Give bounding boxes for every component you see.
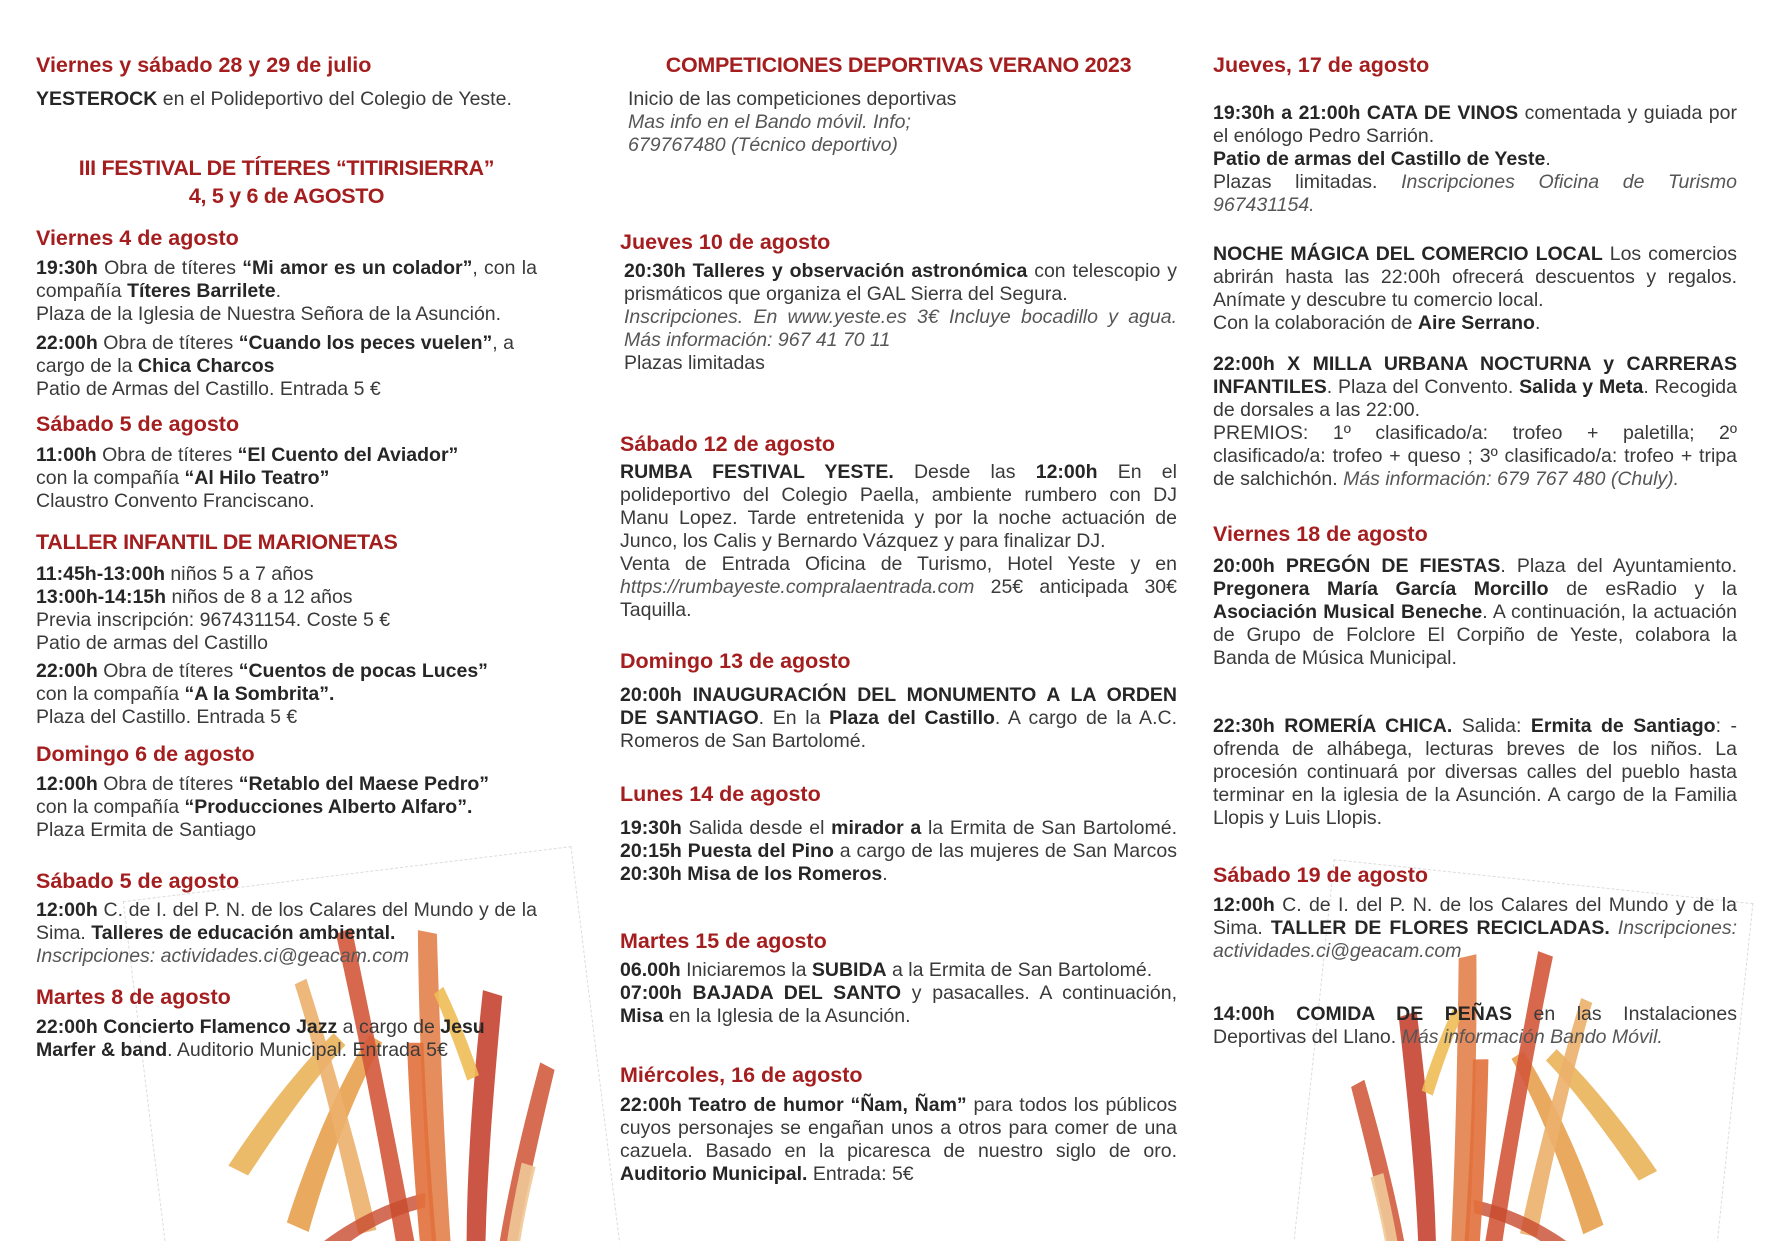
text-run: 14:00h COMIDA DE PEÑAS	[1213, 1003, 1512, 1025]
event-paragraph	[620, 88, 1177, 157]
text-run: 679767480 (Técnico deportivo)	[628, 134, 898, 156]
text-run: .	[1545, 148, 1551, 170]
column-center	[620, 52, 1177, 1186]
section-title-taller-marionetas	[36, 529, 537, 555]
text-run: y pasacalles. A continuación,	[901, 982, 1177, 1004]
text-run: https://rumbayeste.compralaentrada.com	[620, 576, 975, 598]
text-run: 19:30h	[620, 817, 682, 839]
text-run: Jueves, 17 de agosto	[1213, 53, 1430, 77]
event-paragraph	[1213, 353, 1737, 491]
text-run: Ermita de Santiago	[1530, 715, 1716, 737]
text-run: Viernes 18 de agosto	[1213, 522, 1428, 546]
text-run: : -ofrenda de alhábega, lecturas breves de los niños. La procesión continuará por diversas calles del pueblo hasta terminar en la iglesia de la Asunción. A cargo de la Familia Llopis y Luis Llopis.	[1213, 715, 1737, 829]
text-run: con la compañía	[36, 683, 185, 705]
date-heading-viernes-18-agosto	[1213, 521, 1737, 547]
text-run: 20:15h Puesta del Pino	[620, 840, 834, 862]
text-run: niños de 8 a 12 años	[166, 586, 353, 608]
text-run: Más información: 679 767 480 (Chuly).	[1343, 468, 1680, 490]
text-run: 25€ anticipada 30€ Taquilla.	[620, 576, 1177, 621]
text-run: . Recogida de dorsales a las 22:00.	[1213, 376, 1737, 421]
event-paragraph	[36, 660, 537, 729]
text-run: . A cargo de la A.C. Romeros de San Bartolomé.	[620, 707, 1177, 752]
para-yesterock	[36, 88, 537, 111]
text-run: en las Instalaciones Deportivas del Llano.	[1213, 1003, 1737, 1048]
text-run: niños 5 a 7 años	[165, 563, 314, 585]
event-paragraph	[1213, 715, 1737, 830]
text-run: 19:30h	[36, 257, 98, 279]
text-run: Claustro Convento Franciscano.	[36, 490, 315, 512]
text-run: NOCHE MÁGICA DEL COMERCIO LOCAL	[1213, 243, 1603, 265]
text-run: Entrada: 5€	[807, 1163, 914, 1185]
column-right	[1213, 52, 1737, 1049]
text-run: . Auditorio Municipal. Entrada 5€	[167, 1039, 448, 1061]
text-run: Salida y Meta	[1519, 376, 1644, 398]
event-paragraph	[620, 1094, 1177, 1186]
text-run: Inscripciones: actividades.ci@geacam.com	[1213, 917, 1738, 962]
date-heading-jueves-17-agosto	[1213, 52, 1737, 78]
text-run: Aire Serrano	[1417, 312, 1535, 334]
text-run: , a cargo de la	[36, 332, 514, 377]
text-run: con la compañía	[36, 796, 185, 818]
text-run: 20:30h Talleres y observación astronómica	[624, 260, 1028, 282]
text-run: .	[275, 280, 281, 302]
text-run: .	[1534, 312, 1541, 334]
text-run: Lunes 14 de agosto	[620, 782, 821, 806]
text-run: 4, 5 y 6 de AGOSTO	[188, 184, 385, 208]
text-run: . En la	[758, 707, 830, 729]
event-paragraph	[36, 444, 537, 513]
text-run: 22:00h	[36, 660, 98, 682]
text-run: 12:00h	[36, 773, 98, 795]
text-run: PREMIOS: 1º clasificado/a: trofeo + paletilla; 2º clasificado/a: trofeo + queso ; 3º clasificado/a: trofeo + tripa de salchichón.	[1213, 422, 1737, 490]
text-run: “Al Hilo Teatro”	[184, 467, 330, 489]
text-run: Chica Charcos	[137, 355, 275, 377]
text-run: Patio de Armas del Castillo. Entrada 5 €	[36, 378, 381, 400]
text-run: Salida:	[1452, 715, 1531, 737]
text-run: . A continuación, la actuación de Grupo de Folclore El Corpiño de Yeste, colabora la Banda de Música Municipal.	[1213, 601, 1737, 669]
text-run: C. de I. del P. N. de los Calares del Mundo y de la Sima.	[36, 899, 537, 944]
date-heading-domingo-13-agosto	[620, 648, 1177, 674]
text-run: YESTEROCK	[36, 88, 158, 110]
text-run: Sábado 19 de agosto	[1213, 863, 1429, 887]
event-paragraph	[1213, 243, 1737, 335]
event-paragraph	[36, 899, 537, 968]
text-run: Obra de títeres	[97, 332, 239, 354]
date-heading-jueves-10-agosto	[620, 229, 1177, 255]
event-paragraph	[1213, 894, 1737, 963]
text-run: Jueves 10 de agosto	[620, 230, 831, 254]
text-run: Iniciaremos la	[680, 959, 812, 981]
text-run: Auditorio Municipal.	[620, 1163, 808, 1185]
text-run: Salida desde el	[681, 817, 832, 839]
text-run: la Ermita de San Bartolomé.	[921, 817, 1177, 839]
date-heading-sabado-19-agosto	[1213, 862, 1737, 888]
text-run: .	[882, 863, 888, 885]
event-paragraph	[36, 563, 537, 655]
text-run: Obra de títeres	[96, 444, 238, 466]
date-heading-sabado-5-agosto-2	[36, 868, 537, 894]
text-run: Venta de Entrada Oficina de Turismo, Hotel Yeste y en	[620, 553, 1177, 575]
event-paragraph	[36, 1016, 537, 1062]
text-run: mirador a	[831, 817, 922, 839]
text-run: Jesu Marfer & band	[36, 1016, 485, 1061]
text-run: Inscripciones. En www.yeste.es 3€ Incluye bocadillo y agua. Más información: 967 41 70 11	[624, 306, 1177, 351]
text-run: 06.00h	[620, 959, 681, 981]
text-run: Los comercios abrirán hasta las 22:00h ofrecerá descuentos y regalos. Anímate y descubre tu comercio local.	[1213, 243, 1737, 311]
text-run: Sábado 5 de agosto	[36, 869, 240, 893]
text-run: Previa inscripción: 967431154. Coste 5 €	[36, 609, 391, 631]
text-run: en la Iglesia de la Asunción.	[663, 1005, 911, 1027]
text-run: SUBIDA	[811, 959, 887, 981]
date-heading-sabado-5-agosto	[36, 411, 537, 437]
text-run: 07:00h BAJADA DEL SANTO	[620, 982, 902, 1004]
text-run: 20:30h Misa de los Romeros	[620, 863, 883, 885]
date-heading-sabado-12-agosto	[620, 431, 1177, 457]
text-run: Inicio de las competiciones deportivas	[628, 88, 957, 110]
column-left	[36, 52, 537, 1062]
text-run: Domingo 13 de agosto	[620, 649, 851, 673]
text-run: Plazas limitadas.	[1213, 171, 1402, 193]
text-run: a cargo de las mujeres de San Marcos	[833, 840, 1177, 862]
text-run: En el polideportivo del Colegio Paella, ambiente rumbero con DJ Manu Lopez. Tarde entretenida y por la noche actuación de Junco, los Calis y Bernardo Vázquez y para finalizar DJ.	[620, 461, 1177, 552]
text-run: III FESTIVAL DE TÍTERES “TITIRISIERRA”	[78, 156, 495, 180]
text-run: Plaza del Castillo	[829, 707, 995, 729]
text-run: Inscripciones Oficina de Turismo 967431154.	[1213, 171, 1737, 216]
text-run: Plaza del Castillo. Entrada 5 €	[36, 706, 298, 728]
text-run: Patio de armas del Castillo de Yeste	[1213, 148, 1546, 170]
text-run: Inscripciones: actividades.ci@geacam.com	[36, 945, 410, 967]
text-run: Mas info en el Bando móvil. Info;	[628, 111, 911, 133]
event-paragraph	[620, 684, 1177, 753]
text-run: 22:00h Concierto Flamenco Jazz	[36, 1016, 338, 1038]
text-run: “Retablo del Maese Pedro”	[238, 773, 490, 795]
event-paragraph	[36, 332, 537, 401]
text-run: “Cuando los peces vuelen”	[238, 332, 493, 354]
text-run: . Plaza del Convento.	[1326, 376, 1520, 398]
section-title-competiciones	[620, 52, 1177, 78]
text-run: 22:00h Teatro de humor “Ñam, Ñam”	[620, 1094, 967, 1116]
date-heading-martes-8-agosto	[36, 984, 537, 1010]
text-run: Desde las	[893, 461, 1036, 483]
text-run: Martes 15 de agosto	[620, 929, 827, 953]
text-run: TALLER DE FLORES RECICLADAS.	[1270, 917, 1610, 939]
event-paragraph	[36, 773, 537, 842]
text-run: Miércoles, 16 de agosto	[620, 1063, 863, 1087]
text-run: Viernes 4 de agosto	[36, 226, 239, 250]
text-run: Obra de títeres	[97, 773, 239, 795]
text-run: de esRadio y la	[1548, 578, 1737, 600]
event-paragraph	[1213, 555, 1737, 670]
text-run: 12:00h	[36, 899, 98, 921]
event-paragraph	[620, 461, 1177, 622]
text-run: Pregonera María García Morcillo	[1213, 578, 1549, 600]
text-run: Sábado 5 de agosto	[36, 412, 240, 436]
event-paragraph	[36, 257, 537, 326]
text-run: 22:30h ROMERÍA CHICA.	[1213, 715, 1453, 737]
text-run: , con la compañía	[36, 257, 537, 302]
text-run: Martes 8 de agosto	[36, 985, 231, 1009]
text-run: COMPETICIONES DEPORTIVAS VERANO 2023	[665, 53, 1132, 77]
text-run: 11:45h-13:00h	[36, 563, 165, 585]
text-run: 11:00h	[36, 444, 97, 466]
text-run: “Producciones Alberto Alfaro”.	[184, 796, 473, 818]
text-run: RUMBA FESTIVAL YESTE.	[620, 461, 894, 483]
text-run: 19:30h a 21:00h CATA DE VINOS	[1213, 102, 1519, 124]
text-run: “Mi amor es un colador”	[242, 257, 473, 279]
text-run: Domingo 6 de agosto	[36, 742, 255, 766]
text-run: 12:00h	[1213, 894, 1275, 916]
text-run: en el Polideportivo del Colegio de Yeste.	[157, 88, 512, 110]
text-run: Títeres Barrilete	[127, 280, 276, 302]
event-paragraph	[620, 817, 1177, 886]
text-run	[1610, 917, 1618, 939]
date-heading-miercoles-16-agosto	[620, 1062, 1177, 1088]
text-run: a cargo de	[337, 1016, 441, 1038]
date-heading-viernes-4-agosto	[36, 225, 537, 251]
text-run: “El Cuento del Aviador”	[237, 444, 459, 466]
text-run: 13:00h-14:15h	[36, 586, 167, 608]
text-run: . Plaza del Ayuntamiento.	[1500, 555, 1737, 577]
text-run: Más información Bando Móvil.	[1401, 1026, 1663, 1048]
text-run: Obra de títeres	[97, 257, 243, 279]
text-run: para todos los públicos cuyos personajes se engañan unos a otros para comer de una cazuela. Basado en la picaresca de nuestro siglo de oro.	[620, 1094, 1177, 1162]
date-heading-domingo-6-agosto	[36, 741, 537, 767]
text-run: Viernes y sábado 28 y 29 de julio	[36, 53, 372, 77]
text-run: con telescopio y prismáticos que organiza el GAL Sierra del Segura.	[624, 260, 1177, 305]
event-paragraph	[1213, 1003, 1737, 1049]
text-run: 22:00h X MILLA URBANA NOCTURNA y CARRERAS INFANTILES	[1213, 353, 1737, 398]
text-run: Patio de armas del Castillo	[36, 632, 268, 654]
text-run: comentada y guiada por el enólogo Pedro Sarrión.	[1213, 102, 1737, 147]
text-run: 20:00h PREGÓN DE FIESTAS	[1213, 555, 1501, 577]
text-run: Con la colaboración de	[1213, 312, 1418, 334]
date-heading-martes-15-agosto	[620, 928, 1177, 954]
text-run: Misa	[620, 1005, 664, 1027]
text-run: Sábado 12 de agosto	[620, 432, 836, 456]
event-paragraph	[620, 959, 1177, 1028]
text-run: C. de I. del P. N. de los Calares del Mundo y de la Sima.	[1213, 894, 1737, 939]
text-run: 20:00h INAUGURACIÓN DEL MONUMENTO A LA ORDEN DE SANTIAGO	[620, 684, 1177, 729]
text-run: a la Ermita de San Bartolomé.	[886, 959, 1153, 981]
text-run: TALLER INFANTIL DE MARIONETAS	[36, 530, 398, 554]
event-paragraph	[1213, 102, 1737, 217]
text-run: con la compañía	[36, 467, 185, 489]
date-heading-28-29-julio	[36, 52, 537, 78]
text-run: Plazas limitadas	[624, 352, 765, 374]
text-run: Plaza Ermita de Santiago	[36, 819, 257, 841]
text-run: “Cuentos de pocas Luces”	[238, 660, 488, 682]
event-paragraph	[620, 260, 1177, 375]
text-run: Asociación Musical Beneche	[1213, 601, 1483, 623]
text-run: 22:00h	[36, 332, 98, 354]
festival-title-line2	[36, 183, 537, 209]
text-run: Plaza de la Iglesia de Nuestra Señora de la Asunción.	[36, 303, 502, 325]
text-run: Obra de títeres	[97, 660, 239, 682]
date-heading-lunes-14-agosto	[620, 781, 1177, 807]
festival-title-line1	[36, 155, 537, 181]
text-run: “A la Sombrita”.	[184, 683, 335, 705]
text-run: 12:00h	[1035, 461, 1098, 483]
text-run: Talleres de educación ambiental.	[91, 922, 396, 944]
